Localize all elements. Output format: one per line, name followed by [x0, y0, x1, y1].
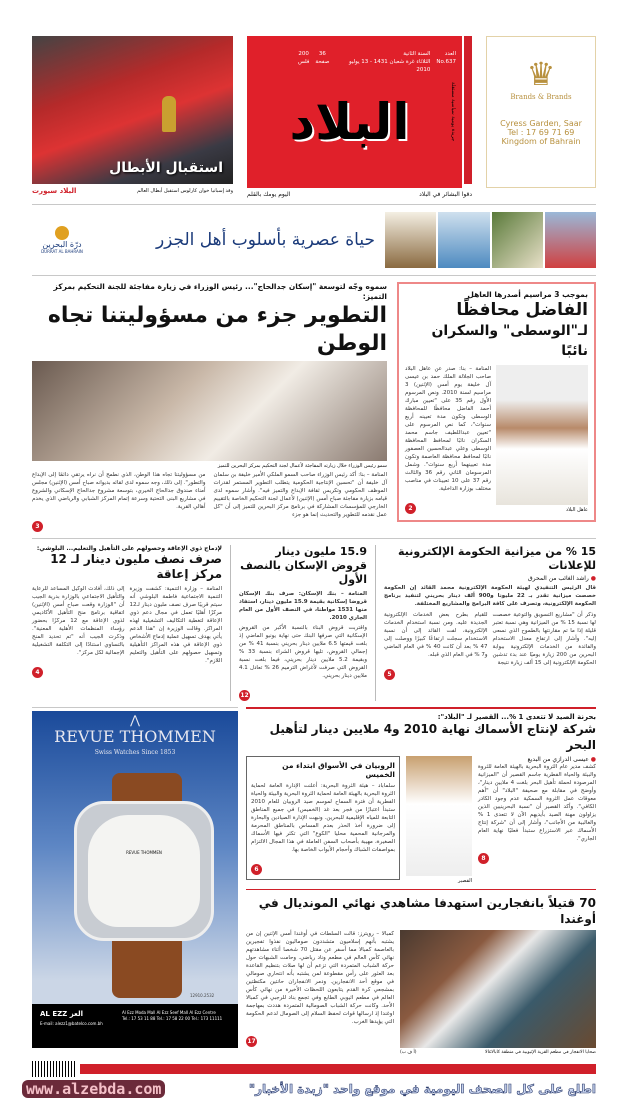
- pm-col2: من مسؤوليتنا تجاه هذا الوطن، الذي نطمح أن نراه يرتقي دائمًا إلى الإبداع والتطور". إلى ذلك، وجه سموه لدى لقائه بديوانه صباح أمس (الإثنين) مجلس أمناء صندوق جدالحاج الخيري، بتوسعة مشروع جدالحاج الإسكاني والشروع في مشاريع البنى التحتية وسرعة إتمام المركز الشبابي والرياضي الذي يخدم أهالي القرية.: [32, 472, 206, 510]
- durrat-logo: [32, 226, 92, 254]
- page-ref-badge[interactable]: 2: [405, 503, 416, 514]
- egov-story: [384, 545, 596, 680]
- gov-text: المنامة – بنا: صدر عن عاهل البلاد صاحب الجلالة الملك حمد بن عيسى آل خليفة يوم أمس (الإثنين) 3 مراسيم لسنة 2010. ونص المرسوم الأول رقم 35 على "تعيين مبارك أحمد الفاضل محافظًا للمحافظة الوسطى وتكون مدة تعيينه أربع سنوات"، كما نص المرسوم على "تعيين عبداللطيف جاسم محمد السكران نائبًا لمحافظ المحافظة الوسطى وعلي عبدالحسين العصفور نائبًا لمحافظ محافظة العاصمة وتكون مدة تعيينهما أربع سنوات". وشمل المرسومان الثاني رقم 36 والثالث رقم 37 على 10 تعيينات في مناصب مختلف بوزارة الداخلية.: [405, 366, 492, 492]
- egov-byline-text: راشد الغائب من المحرق: [528, 575, 589, 582]
- price-value: 200: [298, 51, 309, 57]
- dealer-email: E-mail: alezz1@batelco.com.bh: [40, 1021, 103, 1026]
- uganda-photo: [400, 930, 596, 1048]
- durrat-logo-en: DURRAT AL BAHRAIN: [41, 249, 83, 254]
- thommen-logo-icon: ⋀: [130, 713, 140, 727]
- dealer-ar: العز: [69, 1010, 84, 1018]
- gov-photo: [496, 365, 588, 505]
- disability-headline[interactable]: صرف نصف مليون دينار لـ 12 مركز إعاقة: [50, 552, 222, 581]
- uganda-text: كمبالا – رويترز: قالت السلطات في أوغندا أمس الإثنين إن من يشتبه بأنهم إسلاميون متشددون صوماليون نفذوا تفجيرين بالعاصمة كمبالا مما أسفر عن مقتل 70 شخصا أثناء مشاهدتهم نهائي كأس العالم في مطعم وناد رياضي. وحامت الشبهات حول حركة الشباب المتمردة التي تزعم أن لها صلات بتنظيم القاعدة بعد العثور على رأس مقطوعة لمن يشتبه بأنه انتحاري صومالي في موقع أحد الانفجارين. ودمر الانفجاران حانتين مكتظتين بمشجعي كرة القدم يتابعون اللحظات الأخيرة من نهائي كأس العالم في مطعم اثيوبي الطابع وفي تجمع بناد للرجبي في كمبالا الأحد. وكانت حركة الشباب الصومالية المتمردة هددت بمهاجمة اوغندا إذ ارسالها قوات لحفظ السلام إلى الصومال لدعم الحكومة التي يؤيدها الغرب.: [246, 931, 395, 1025]
- price-label: فلس: [297, 59, 310, 65]
- top-story-block: [32, 36, 233, 195]
- housing-text: واقتربت قروض البناء بالنسبة الأكبر من القروض الإسكانية التي صرفها البنك حتى نهاية يونيو الماضي إذ بلغت قيمتها 6.5 ملايين دينار بحريني بنسبة 41 % من إجمالي القروض، تليها قروض الشراء بنسبة 33 % وبقيمة 5.2 ملايين دينار بحريني، فيما بلغت نسبة القروض التي صرفت لأغراض الترميم 26 % تعادل 4.1 ملايين دينار بحريني.: [239, 625, 368, 679]
- right-column: [246, 707, 596, 1055]
- pm-photo: [32, 361, 387, 461]
- housing-lead: المنامة – بنك الإسكان: صرف بنك الإسكان قروضا إسكانية بقيمة 15.9 مليون دينار، استفاد منها 1531 مواطنا، في النصف الأول من العام الجاري 2010.: [239, 591, 368, 621]
- masthead: [247, 36, 462, 188]
- egov-lead: قال الرئيس التنفيذي لهيئة الحكومة الإلكترونية محمد القائد إن الحكومة خصصت ميزانية تقدر بـ 22 مليونا و900 ألف دينار بحريني لتنفيذ برنامج الحكومة الإلكترونية، وتصرف على كافة البرامج والمشاريع المختلفة.: [384, 585, 596, 607]
- housing-story: [239, 545, 367, 701]
- pm-col1: المنامة – بنا: أكد رئيس الوزراء صاحب السمو الملكي الأمير خليفة بن سلمان آل خليفة أن "تحسين الإنتاجية الحكومية يتطلب التطوير المستمر لقدرات الموظف الحكومي وتكريس ثقافة الإبداع والتميز فيه". وأشار سموه لدى قيامه بزيارة مفاجئة صباح أمس (الإثنين) لأعمال لجنة التحكيم الخاصة بالتقييم الخارجي للمؤسسات المشاركة في برنامج مركز البحرين للتميز إلى أن "كل عمل نقدمه للتطوير والتحديث إنما هو جزء: [213, 472, 387, 518]
- fish-byline: [478, 756, 596, 763]
- divider: [32, 538, 596, 539]
- pm-story: [32, 282, 387, 532]
- dealer-logo: [40, 1010, 116, 1018]
- brands-ad[interactable]: [486, 36, 596, 188]
- durrat-logo-ar: درّة البحرين: [42, 240, 82, 249]
- fish-text: كشف مدير عام الثروة البحرية بالهيئة العامة للثروة والبيئة والحياة الفطرية جاسم القصير أن "الميزانية المرصودة لحملة تأهيل البحر بلغت 4 ملايين دينار"، وأوضح في مقابلة مع صحيفة "البلاد" أن "أهم معوقات عمل الثروة السمكية عدم وجود الكادر الكافي". وأكد القصير أن "نسبة البحرينيين الذين يزاولون مهنة الصيد بأيديهم الآن لا تتعدى 1 % والغالبية من الأجانب"، وأشار إلى أن "شركة إنتاج الأسماك عبر الاستزراع ستبدأ فعليًا نهاية العام الجاري".: [478, 764, 596, 842]
- fish-headline[interactable]: شركة لإنتاج الأسماك نهاية 2010 و4 ملايين دينار لتأهيل البحر: [269, 722, 596, 752]
- masthead-block: [247, 36, 472, 198]
- shrimp-text: سلماباد – هيئة الثروة البحرية: أعلنت الإدارة العامة لحماية الثروة البحرية بالهيئة العامة لحماية الثروة البحرية والبيئة والحياة الفطرية أن فترة السماح لموسم صيد الروبيان للعام 2010 ستبدأ اعتبارًا من فجر بعد غد (الخميس) في جميع المناطق التابعة للمياه الإقليمية للبحرين. ونبهت الإدارة الصيادين والبحارة إلى ضرورة أخذ الحذر بعدم المساس بالمناطق المحرمة والمرجانية المحمية محليا "الكوع" التي تكثر فيها الأسماك الصغيرة، مهيبة بأصحاب السفن العاملة في هذا المجال الالتزام بمواصفات الشباك وأحجام الأبواب الخاصة بها.: [251, 783, 395, 853]
- egov-col1: وذكر أن "مشاريع التسويق والتوعية خصصت لها نسبة 15 % من الميزانية وهي نسبة تعتبر قليلة إذا ما تم مقارنتها بالطموح الذي نسعى إليه". وأشار إلى ارتفاع معدل الاستخدام والفائدة من الخدمات الإلكترونية ببوابة البحرين من 200 زيارة يوميًا عند بدء تدشين الحكومة الإلكترونية إلى 15 ألف زيارة نتيجة: [492, 612, 596, 666]
- brands-address: Cyress Garden, Saar: [500, 119, 582, 128]
- tagline-right: دقوا البشائر في البلاد: [419, 191, 472, 198]
- top-story[interactable]: [32, 36, 233, 184]
- divider: [32, 275, 596, 276]
- dealer-bar: [32, 1004, 238, 1048]
- row-3: [32, 545, 596, 701]
- page-ref-badge[interactable]: 6: [251, 864, 262, 875]
- byline-dot-icon: ●: [590, 756, 596, 763]
- watch-dial-brand: REVUE THOMMEN: [126, 850, 162, 855]
- brands-tel: Tel : 17 69 71 69: [507, 128, 575, 137]
- pm-caption: سمو رئيس الوزراء خلال زيارته المفاجئة لأعمال لجنة التحكيم بمركز البحرين للتميز: [217, 463, 387, 469]
- top-story-caption: وفد إسبانيا خوان كارلوس استقبل أبطال العالم: [137, 188, 233, 194]
- byline-dot-icon: ●: [590, 575, 596, 582]
- divider: [32, 707, 238, 708]
- housing-headline[interactable]: 15.9 مليون دينار قروض الإسكان بالنصف الأول: [240, 545, 367, 586]
- uganda-caption: ضحايا الانفجار في مطعم القرية الإثيوبية في منطقة كابالاغالا: [485, 1050, 596, 1055]
- logo: البلاد: [289, 93, 410, 151]
- masthead-side-strip: [464, 36, 472, 184]
- footer-red-strip: [80, 1064, 596, 1074]
- gov-caption: عاهل البلاد: [565, 507, 588, 513]
- uganda-headline[interactable]: 70 قتيلاً بانفجارين استهدفا مشاهدي نهائي المونديال في أوغندا: [258, 896, 596, 926]
- trophy-icon: [162, 96, 176, 132]
- watch-tagline: Swiss Watches Since 1853: [94, 749, 176, 756]
- gov-headline-2[interactable]: لـ"الوسطى" والسكران نائبًا: [431, 323, 588, 359]
- barcode: [32, 1061, 76, 1077]
- pages-label: صفحة: [315, 59, 330, 65]
- fish-photo: [406, 756, 472, 876]
- fish-byline-text: عيسى الدرازي من البديع: [527, 756, 589, 763]
- header-row: [32, 36, 596, 198]
- uganda-credit: (أ ف ب): [400, 1050, 417, 1055]
- divider: [246, 889, 596, 890]
- watch-brand: REVUE THOMMEN: [54, 727, 216, 746]
- gov-headline-1[interactable]: الفاضل محافظًا: [456, 300, 588, 320]
- page-ref-badge[interactable]: 4: [32, 667, 43, 678]
- side-text: جريدة يومية سياسية مستقلة: [450, 82, 456, 142]
- disability-col1: المنامة – وزارة التنمية: كشفت وزيرة التنمية الاجتماعية فاطمة البلوشي أنه سيتم قريبًا صرف نصف مليون دينار لـ12 مركزًا أهليًا تعمل في مجال دعم ذوي الإعاقة لتغطية التكاليف التشغيلية لهذه المراكز. وقالت الوزيرة إن "هذا الدعم يأتي بهدف تسهيل عملية إدماج الأشخاص ذوي الإعاقة في هذه المراكز التأهيلية وتسهيل حصولهم على التأهيل والتعليم اللازم".: [129, 586, 222, 664]
- page-ref-badge[interactable]: 5: [384, 669, 395, 680]
- durrat-slogan: حياة عصرية بأسلوب أهل الجزر: [155, 230, 375, 250]
- egov-headline[interactable]: 15 % من ميزانية الحكومة الإلكترونية للإعلانات: [398, 545, 596, 572]
- watch-dial: [88, 815, 200, 927]
- egov-col2: للقيام بطرح بعض الخدمات الإلكترونية الجديدة عليه. ومن نسبة استخدام الخدمات الإلكترونية، لفت القائد إلى أن نسبة الاستخدام سجلت ارتفاعًا كبيرًا ووصلت إلى 47 % بعد أن كانت 40 % في العام الماضي و7 % في العام الذي قبله.: [384, 612, 488, 658]
- sport-brand: البلاد سبورت: [32, 187, 77, 195]
- issue-date: الثلاثاء غرة شعبان 1431 - 13 يوليو 2010: [348, 59, 431, 73]
- disability-col2: إلى ذلك، أفادت الوكيل المساعد للرعاية والتأهيل الاجتماعي بالوزارة بدرية الجيب أن "الوزارة وقعت صباح أمس (الإثنين) اتفاقية برنامج منح التأهيل الأكاديمي لذوي الإعاقة مع 12 مركزًا بحضور رؤساء المنظمات الأهلية المعنية". وذكرت الجيب أنه "تم تحديد المنح بالتساوي استنادًا إلى التكلفة التشغيلية الإجمالية لكل مركز".: [32, 586, 125, 656]
- gov-box: [397, 282, 596, 522]
- durrat-emblem-icon: [55, 226, 69, 240]
- page-count: [315, 50, 329, 74]
- issue-label: العدد: [444, 51, 456, 57]
- fish-kicker: بحرنة الصيد لا تتعدى 1 %... القصير لـ "البلاد":: [437, 713, 596, 721]
- divider: [32, 204, 596, 205]
- gov-kicker: بموجب 3 مراسيم أصدرها العاهل: [467, 290, 588, 299]
- disability-kicker: لإدماج ذوي الإعاقة وحصولهم على التأهيل والتعليم... البلوشي:: [36, 545, 222, 552]
- row-2: [32, 282, 596, 532]
- divider: [246, 707, 596, 709]
- tagline-left: اليوم يومك بالقلم: [247, 191, 291, 198]
- issue-info: [436, 50, 456, 74]
- pm-headline[interactable]: التطوير جزء من مسؤوليتنا تجاه الوطن: [47, 303, 387, 356]
- issue-number: No.637: [436, 59, 456, 65]
- dealer-en: AL EZZ: [40, 1010, 68, 1018]
- site-url[interactable]: www.alzebda.com: [22, 1080, 165, 1098]
- pm-kicker: سموه وجّه لتوسعة "إسكان جدالحاج"... رئيس الوزراء في زيارة مفاجئة للجنة التحكيم بمركز التميز:: [53, 282, 387, 301]
- dealer-locations: Al Ezz Moda Mall Al Ezz Seef Mall Al Ezz Centre: [122, 1010, 216, 1015]
- durrat-ad[interactable]: [32, 211, 596, 269]
- top-story-title: استقبال الأبطال: [109, 160, 223, 176]
- column-divider: [230, 545, 231, 701]
- year-info: [335, 50, 430, 74]
- fish-photo-caption: القصير: [457, 878, 472, 884]
- page-ref-badge[interactable]: 3: [32, 521, 43, 532]
- egov-byline: [384, 575, 596, 582]
- durrat-images: [385, 212, 596, 268]
- pages-value: 36: [318, 51, 326, 57]
- dealer-phones: Tel.: 17 53 11 88 Tel.: 17 58 22 00 Tel.: 173 11111: [122, 1016, 223, 1021]
- shrimp-headline[interactable]: الروبيان في الأسواق ابتداء من الخميس: [282, 761, 395, 779]
- disability-story: [32, 545, 222, 678]
- shrimp-box: [246, 756, 400, 880]
- year-label: السنة الثانية: [403, 51, 431, 57]
- brands-country: Kingdom of Bahrain: [501, 137, 581, 146]
- page-ref-badge[interactable]: 12: [240, 692, 249, 699]
- watch-ref: 12910.2532: [190, 993, 215, 998]
- crown-icon: ♛: [526, 55, 556, 93]
- row-4: [32, 707, 596, 1055]
- page-ref-badge[interactable]: 8: [478, 853, 489, 864]
- alzebda-banner[interactable]: [22, 1080, 596, 1098]
- promo-text: اطلع على كل الصحف اليومية في موقع واحد "زبدة الأخبار": [248, 1082, 596, 1096]
- page-ref-badge[interactable]: 17: [247, 1038, 256, 1045]
- brands-name: Brands & Brands: [510, 93, 572, 101]
- price: [298, 50, 309, 74]
- watch-ad[interactable]: [32, 711, 238, 1048]
- column-divider: [375, 545, 376, 701]
